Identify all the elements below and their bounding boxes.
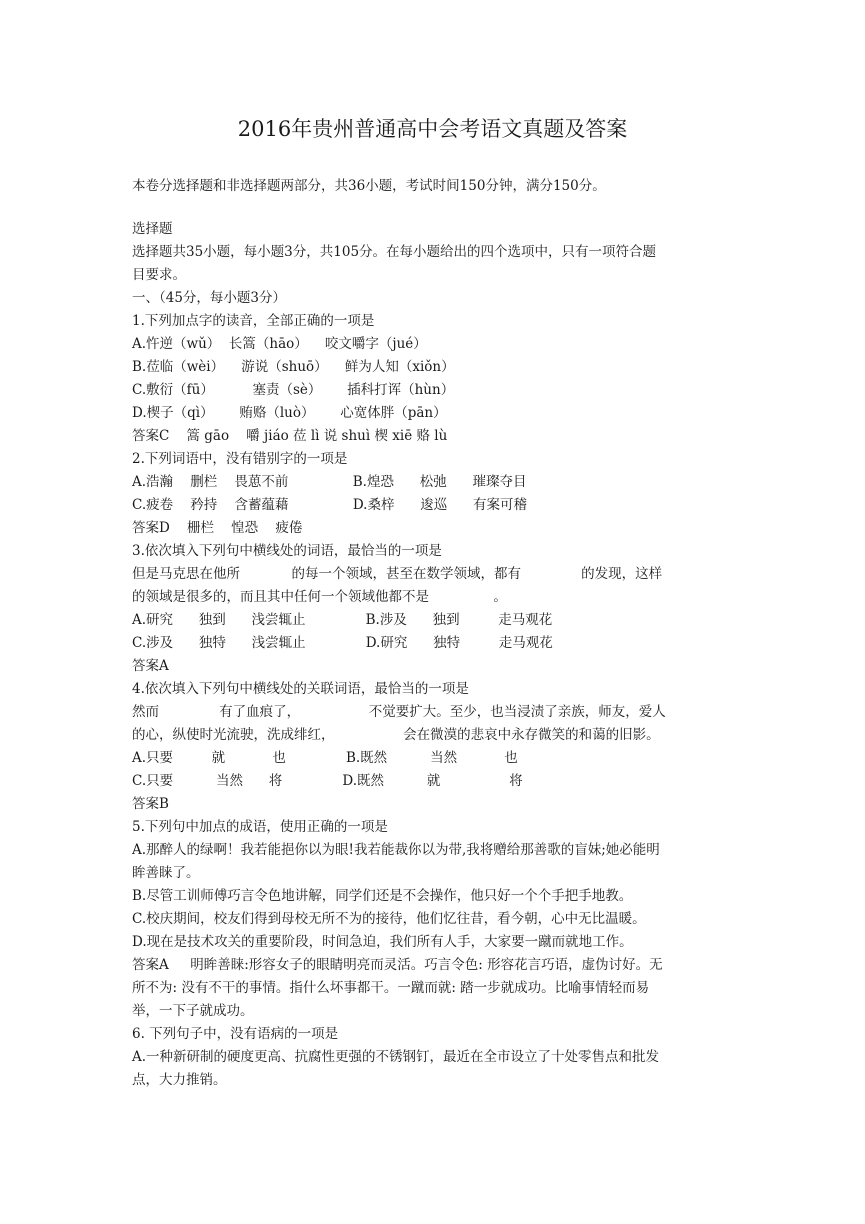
- option-line: A.浩瀚 删栏 畏葸不前 B.煌恐 松弛 璀璨夺目: [132, 474, 527, 490]
- question-line: 2.下列词语中，没有错别字的一项是: [132, 451, 348, 467]
- text-line: 但是马克思在他所 的每一个领域，甚至在数学领域，都有 的发现，这样: [132, 566, 663, 582]
- text-line: 目要求。: [132, 267, 186, 283]
- option-line: C.敷衍（fū） 塞责（sè） 插科打诨（hùn）: [132, 382, 455, 398]
- question-line: 4.依次填入下列句中横线处的关联词语，最恰当的一项是: [132, 681, 469, 697]
- option-line: 点，大力推销。: [132, 1072, 227, 1088]
- text-line: 的领域是很多的，而且其中任何一个领域他都不是 。: [132, 589, 507, 605]
- option-line: A.一种新研制的硬度更高、抗腐性更强的不锈钢钉，最近在全市设立了十处零售点和批发: [132, 1049, 660, 1065]
- section-heading: 选择题: [132, 221, 173, 237]
- option-line: B.莅临（wèi） 游说（shuō） 鲜为人知（xiǒn）: [132, 359, 455, 375]
- option-line: A.研究 独到 浅尝辄止 B.涉及 独到 走马观花: [132, 612, 553, 628]
- answer-line: 答案A 明眸善睐:形容女子的眼睛明亮而灵活。巧言令色: 形容花言巧语，虚伪讨好。无: [132, 957, 663, 973]
- answer-line: 答案A: [132, 658, 169, 674]
- option-line: A.忤逆（wǔ） 长篙（hāo） 咬文嚼字（jué）: [132, 336, 427, 352]
- option-line: C.涉及 独特 浅尝辄止 D.研究 独特 走马观花: [132, 635, 553, 651]
- option-line: C.只要 当然 将 D.既然 就 将: [132, 773, 523, 789]
- text-line: 一、（45分，每小题3分）: [132, 290, 287, 306]
- option-line: D.现在是技术攻关的重要阶段，时间急迫，我们所有人手，大家要一蹴而就地工作。: [132, 934, 633, 950]
- question-line: 3.依次填入下列句中横线处的词语，最恰当的一项是: [132, 543, 442, 559]
- intro-line: 本卷分选择题和非选择题两部分，共36小题，考试时间150分钟，满分150分。: [132, 178, 606, 194]
- question-line: 5.下列句中加点的成语，使用正确的一项是: [132, 819, 388, 835]
- text-line: 然而 有了血痕了， 不觉要扩大。至少，也当浸渍了亲族，师友，爱人: [132, 704, 666, 720]
- option-line: A.那醉人的绿啊！我若能挹你以为眼!我若能裁你以为带,我将赠给那善歌的盲妹;她必能明: [132, 842, 660, 858]
- text-line: 选择题共35小题，每小题3分，共105分。在每小题给出的四个选项中，只有一项符合题: [132, 244, 657, 260]
- option-line: D.楔子（qì） 贿赂（luò） 心宽体胖（pān）: [132, 405, 447, 421]
- question-line: 6. 下列句子中，没有语病的一项是: [132, 1026, 339, 1042]
- answer-line: 举，一下子就成功。: [132, 1003, 254, 1019]
- option-line: C.校庆期间，校友们得到母校无所不为的接待，他们忆往昔，看今朝，心中无比温暖。: [132, 911, 646, 927]
- option-line: A.只要 就 也 B.既然 当然 也: [132, 750, 518, 766]
- option-line: B.尽管工训师傅巧言令色地讲解，同学们还是不会操作，他只好一个个手把手地教。: [132, 888, 633, 904]
- answer-line: 所不为: 没有不干的事情。指什么坏事都干。一蹴而就: 踏一步就成功。比喻事情轻而易: [132, 980, 650, 996]
- option-line: 眸善睐了。: [132, 865, 200, 881]
- answer-line: 答案B: [132, 796, 169, 812]
- text-line: 的心，纵使时光流驶，洗成绯红， 会在微漠的悲哀中永存微笑的和蔼的旧影。: [132, 727, 660, 743]
- answer-line: 答案C 篙 gāo 嚼 jiáo 莅 lì 说 shuì 楔 xiē 赂 lù: [132, 428, 448, 444]
- question-line: 1.下列加点字的读音，全部正确的一项是: [132, 313, 375, 329]
- option-line: C.疲卷 矜持 含蓄蕴藉 D.桑梓 逡巡 有案可稽: [132, 497, 527, 513]
- document-title: 2016年贵州普通高中会考语文真题及答案: [237, 117, 628, 141]
- answer-line: 答案D 栅栏 惶恐 疲倦: [132, 520, 303, 536]
